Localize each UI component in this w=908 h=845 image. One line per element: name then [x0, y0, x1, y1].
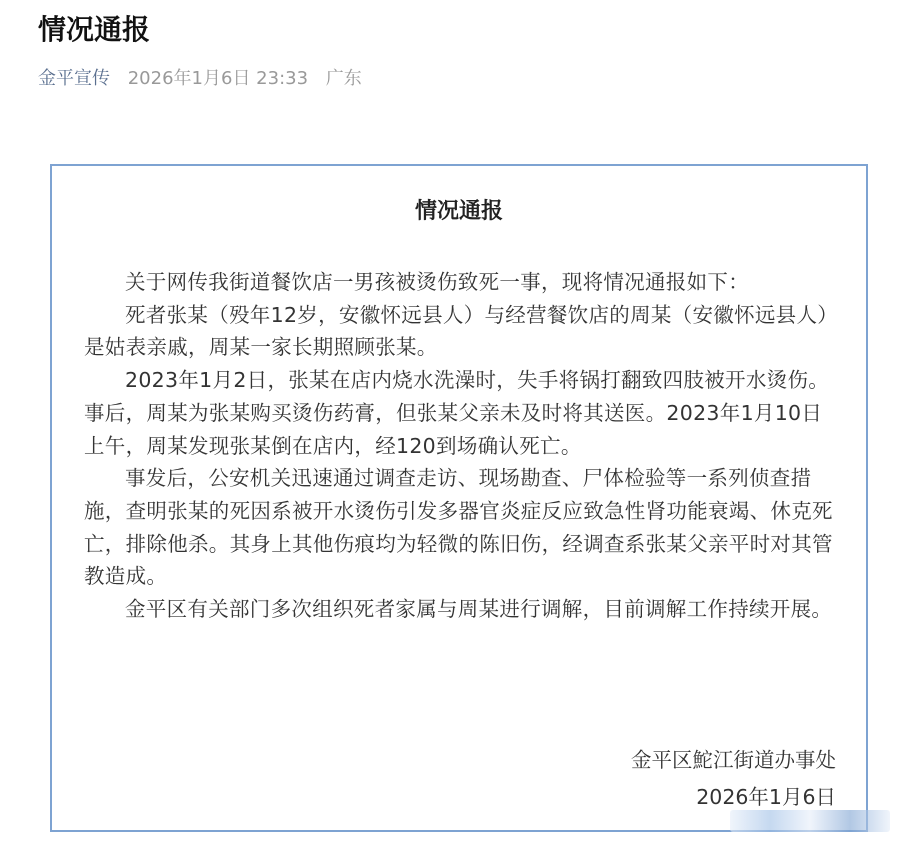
post-location: 广东	[325, 68, 362, 89]
post-time: 2026年1月6日 23:33	[127, 68, 309, 89]
paragraph: 关于网传我街道餐饮店一男孩被烫伤致死一事，现将情况通报如下：	[125, 270, 749, 294]
notice-signature	[631, 742, 836, 816]
paragraph: 事发后，公安机关迅速通过调查走访、现场勘查、尸体检验等一系列侦查措施，查明张某的死因系被开水烫伤引发多器官炎症反应致急性肾功能衰竭、休克死亡，排除他杀。其身上其他伤痕均为轻微的陈旧伤，经调查系张某父亲平时对其管教造成。	[84, 466, 833, 589]
post-meta	[38, 64, 362, 90]
paragraph: 死者张某（殁年12岁，安徽怀远县人）与经营餐饮店的周某（安徽怀远县人）是姑表亲戚，周某一家长期照顾张某。	[84, 302, 839, 360]
notice-title: 情况通报	[414, 199, 503, 224]
paragraph: 2023年1月2日，张某在店内烧水洗澡时，失手将锅打翻致四肢被开水烫伤。事后，周某为张某购买烫伤药膏，但张某父亲未及时将其送医。2023年1月10日上午，周某发现张某倒在店内，经120到场确认死亡。	[84, 368, 830, 458]
watermark	[730, 810, 890, 832]
source-link[interactable]: 金平宣传	[38, 68, 110, 89]
notice-body	[84, 266, 842, 626]
page-title: 情况通报	[38, 13, 151, 46]
paragraph: 金平区有关部门多次组织死者家属与周某进行调解，目前调解工作持续开展。	[125, 597, 833, 622]
issuer: 金平区鮀江街道办事处	[631, 748, 836, 772]
issue-date: 2026年1月6日	[696, 785, 836, 809]
